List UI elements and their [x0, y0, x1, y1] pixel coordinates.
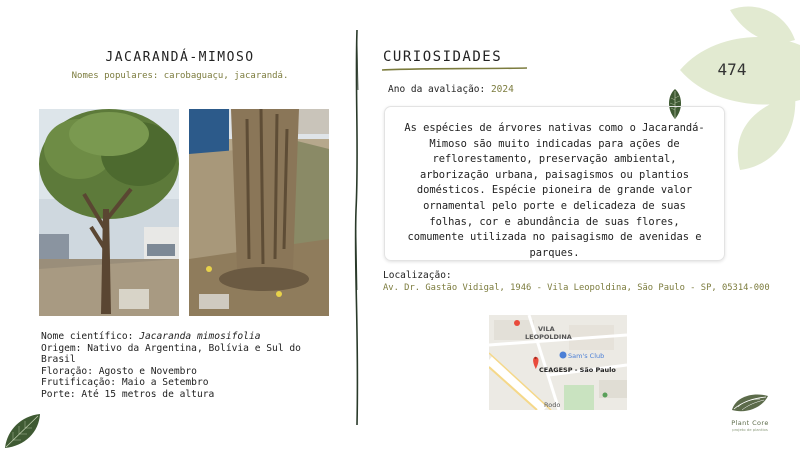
species-facts [41, 331, 301, 400]
brand-logo [720, 390, 780, 432]
scientific-name-line: Nome científico: Jacaranda mimosifolia [41, 331, 261, 342]
section-title: CURIOSIDADES [383, 49, 503, 65]
map-road-label: Rodo [544, 401, 561, 409]
brand-tagline: projeto de plantios [732, 427, 768, 432]
tree-photo-full [39, 109, 179, 316]
brand-name: Plant Core [731, 419, 769, 427]
map-district-line1: VILA [538, 325, 555, 333]
map-district-line2: LEOPOLDINA [525, 333, 572, 341]
leaf-icon [3, 410, 43, 450]
popular-names: Nomes populares: carobaguaçu, jacarandá. [71, 71, 289, 81]
scientific-name: Jacaranda mimosifolia [139, 331, 261, 342]
origin-line: Origem: Nativo da Argentina, Bolívia e Sul do Brasil [41, 342, 301, 365]
fruiting-line: Frutificação: Maio a Setembro [41, 377, 209, 388]
tree-trunk-photo [189, 109, 329, 316]
tree-number-badge: 474 [717, 60, 747, 79]
size-line: Porte: Até 15 metros de altura [41, 388, 215, 400]
location-label: Localização: [383, 270, 452, 281]
evaluation-year: Ano da avaliação: 2024 [388, 84, 514, 95]
brand-leaf-icon [730, 390, 770, 414]
location-address: Av. Dr. Gastão Vidigal, 1946 - Vila Leopoldina, São Paulo - SP, 05314-000 [383, 283, 770, 293]
evaluation-year-value: 2024 [490, 84, 514, 95]
map-store-label: Sam's Club [568, 352, 605, 360]
map-pin-label: CEAGESP - São Paulo [539, 366, 616, 374]
flowering-line: Floração: Agosto e Novembro [41, 365, 197, 377]
species-title: JACARANDÁ-MIMOSO [105, 50, 255, 65]
brush-divider [350, 30, 364, 425]
title-underline [382, 67, 527, 72]
location-map[interactable] [489, 315, 627, 410]
curiosity-text-box: As espécies de árvores nativas como o Jacarandá-Mimoso são muito indicadas para ações de reflorestamento, preservação ambiental, arborização urbana, paisagismos ou plantios domésticos. Espécie pioneira de grande valor ornamental pelo porte e delicadeza de suas folhas, cor e abundância de suas flores, comumente utilizada no paisagismo de avenidas e parques. [384, 106, 725, 261]
